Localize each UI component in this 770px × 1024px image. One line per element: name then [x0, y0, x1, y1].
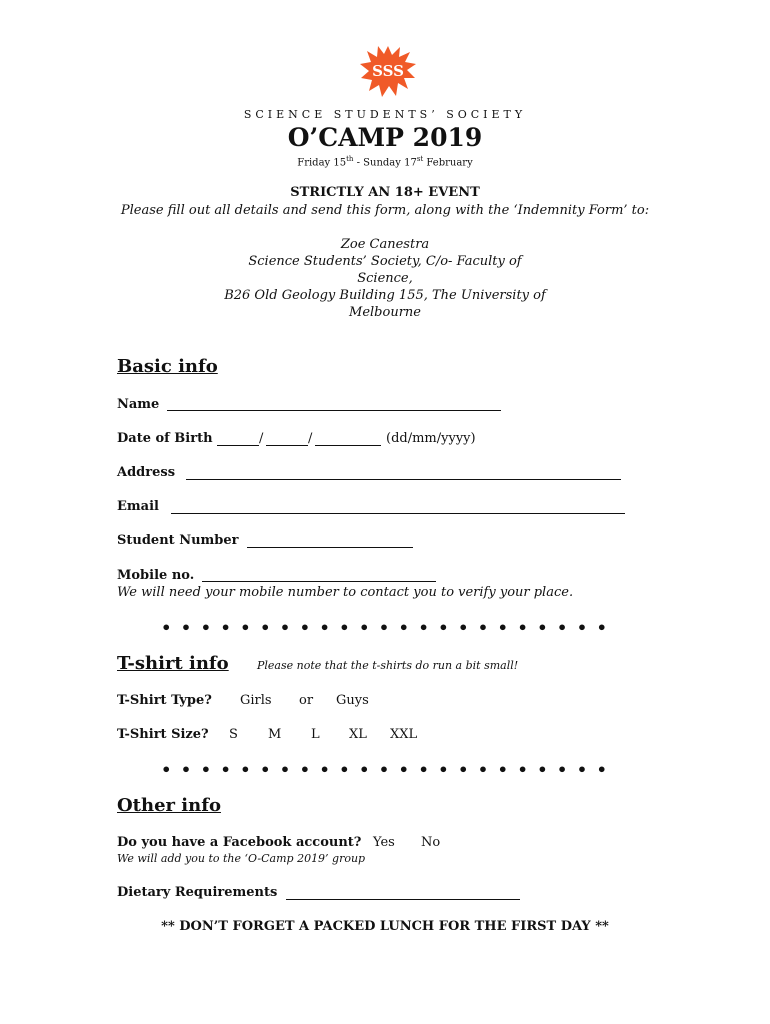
tshirt-note: Please note that the t-shirts do run a bit small!: [257, 659, 519, 672]
option-guys[interactable]: Guys: [336, 693, 369, 708]
name-field[interactable]: [167, 410, 501, 411]
dob-label: Date of Birth: [117, 431, 213, 446]
student-number-label: Student Number: [117, 533, 239, 548]
email-label: Email: [117, 499, 159, 514]
facebook-no-option[interactable]: No: [421, 835, 441, 850]
section-divider: • • • • • • • • • • • • • • • • • • • • • • •: [161, 760, 609, 779]
dates-separator: - Sunday 17: [353, 157, 417, 169]
dob-format-hint: (dd/mm/yyyy): [386, 431, 476, 446]
dates-start-suffix: th: [346, 155, 354, 163]
mailing-address: [0, 236, 770, 321]
mobile-label: Mobile no.: [117, 568, 195, 583]
dates-end-suffix: st: [416, 155, 424, 163]
dob-separator: /: [308, 431, 313, 446]
mobile-field[interactable]: [202, 581, 436, 582]
facebook-yes-option[interactable]: Yes: [373, 835, 395, 850]
address-line: Science Students’ Society, C/o- Faculty of: [248, 254, 522, 269]
email-field[interactable]: [171, 513, 625, 514]
facebook-label: Do you have a Facebook account?: [117, 835, 362, 850]
logo-text: SSS: [372, 62, 404, 80]
student-number-field[interactable]: [247, 547, 413, 548]
size-option-m[interactable]: M: [268, 727, 282, 742]
dietary-label: Dietary Requirements: [117, 885, 278, 900]
facebook-note: We will add you to the ‘O-Camp 2019’ group: [117, 852, 366, 865]
lunch-reminder: ** DON’T FORGET A PACKED LUNCH FOR THE FIRST DAY **: [161, 919, 609, 934]
tshirt-type-label: T-Shirt Type?: [117, 693, 212, 708]
address-line: Zoe Canestra: [340, 237, 430, 252]
page-title: O’CAMP 2019: [287, 123, 483, 152]
option-or: or: [299, 693, 314, 708]
dob-month-field[interactable]: [266, 445, 308, 446]
age-notice: STRICTLY AN 18+ EVENT: [290, 185, 480, 200]
name-label: Name: [117, 397, 160, 412]
section-divider: • • • • • • • • • • • • • • • • • • • • • • •: [161, 618, 609, 637]
address-line: Science,: [357, 271, 413, 286]
size-option-l[interactable]: L: [311, 727, 320, 742]
dob-separator: /: [259, 431, 264, 446]
address-label: Address: [117, 465, 176, 480]
address-field[interactable]: [186, 479, 621, 480]
society-name: SCIENCE STUDENTS’ SOCIETY: [243, 108, 527, 121]
size-option-s[interactable]: S: [229, 727, 238, 742]
dob-day-field[interactable]: [217, 445, 259, 446]
dates-start: Friday 15: [297, 157, 347, 169]
dob-year-field[interactable]: [315, 445, 381, 446]
address-line: Melbourne: [349, 305, 421, 320]
basic-info-heading: Basic info: [117, 356, 218, 377]
instructions: Please fill out all details and send this form, along with the ‘Indemnity Form’ to:: [120, 203, 650, 218]
dates-month: February: [423, 157, 473, 169]
tshirt-size-label: T-Shirt Size?: [117, 727, 209, 742]
size-option-xl[interactable]: XL: [349, 727, 367, 742]
address-line: B26 Old Geology Building 155, The University of: [224, 288, 546, 303]
size-option-xxl[interactable]: XXL: [390, 727, 418, 742]
option-girls[interactable]: Girls: [240, 693, 272, 708]
dietary-field[interactable]: [286, 899, 520, 900]
sss-logo: [358, 42, 418, 100]
other-info-heading: Other info: [117, 795, 221, 816]
event-dates: [0, 155, 770, 168]
mobile-note: We will need your mobile number to contact you to verify your place.: [117, 585, 574, 600]
tshirt-info-heading: T-shirt info: [117, 653, 229, 674]
